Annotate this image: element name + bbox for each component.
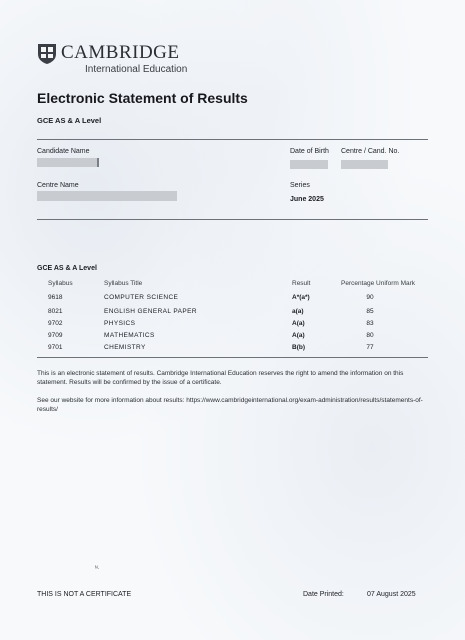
series-value: June 2025 xyxy=(290,196,324,203)
percentage-uniform-mark: 85 xyxy=(366,308,374,315)
divider xyxy=(37,219,428,220)
website-info: See our website for more information about results: https://www.cambridgeinternational.org/exam-administration/results/statements-of-results/ xyxy=(37,397,423,413)
document-title: Electronic Statement of Results xyxy=(37,90,248,106)
table-row xyxy=(0,344,465,356)
table-row xyxy=(0,308,465,320)
dob-label: Date of Birth xyxy=(290,148,329,155)
syllabus-code: 9701 xyxy=(48,344,63,351)
date-printed-value: 07 August 2025 xyxy=(367,591,416,598)
result-grade: A*(a*) xyxy=(292,294,310,301)
redaction-edge xyxy=(97,158,99,167)
result-grade: A(a) xyxy=(292,320,305,327)
not-certificate-notice: THIS IS NOT A CERTIFICATE xyxy=(37,591,132,598)
centre-cand-label: Centre / Cand. No. xyxy=(341,148,400,155)
col-pum: Percentage Uniform Mark xyxy=(341,280,416,287)
percentage-uniform-mark: 90 xyxy=(366,294,374,301)
series-label: Series xyxy=(290,182,310,189)
logo-wordmark: CAMBRIDGE xyxy=(61,42,180,63)
table-row xyxy=(0,332,465,344)
percentage-uniform-mark: 83 xyxy=(366,320,374,327)
divider xyxy=(37,357,428,358)
result-grade: A(a) xyxy=(292,332,305,339)
date-printed-label: Date Printed: xyxy=(303,591,344,598)
percentage-uniform-mark: 77 xyxy=(366,344,374,351)
table-row xyxy=(0,320,465,332)
result-grade: a(a) xyxy=(292,308,304,315)
col-syllabus-title: Syllabus Title xyxy=(104,280,143,287)
result-grade: B(b) xyxy=(292,344,305,351)
syllabus-code: 9618 xyxy=(48,294,63,301)
col-result: Result xyxy=(292,280,311,287)
divider xyxy=(37,139,428,140)
logo-subtitle: International Education xyxy=(85,64,188,75)
centre-name-label: Centre Name xyxy=(37,182,79,189)
percentage-uniform-mark: 80 xyxy=(366,332,374,339)
qualification-level: GCE AS & A Level xyxy=(37,116,102,125)
syllabus-title: ENGLISH GENERAL PAPER xyxy=(104,308,197,315)
results-table-heading: GCE AS & A Level xyxy=(37,265,97,272)
centre-name-redacted xyxy=(37,191,177,201)
cambridge-crest-icon xyxy=(37,43,57,65)
syllabus-title: COMPUTER SCIENCE xyxy=(104,294,179,301)
cambridge-logo xyxy=(37,43,187,75)
syllabus-code: 9709 xyxy=(48,332,63,339)
table-row xyxy=(0,294,465,306)
centre-cand-redacted xyxy=(341,160,388,169)
candidate-name-label: Candidate Name xyxy=(37,148,90,155)
syllabus-title: PHYSICS xyxy=(104,320,136,327)
syllabus-title: MATHEMATICS xyxy=(104,332,155,339)
candidate-name-redacted xyxy=(37,158,99,167)
syllabus-code: 9702 xyxy=(48,320,63,327)
syllabus-code: 8021 xyxy=(48,308,63,315)
statement-notice: This is an electronic statement of results. Cambridge International Education reserves the right to amend the information on this statement. Results will be confirmed by the issue of a certificate. xyxy=(37,370,404,386)
syllabus-title: CHEMISTRY xyxy=(104,344,146,351)
scan-mark: ᴺ· xyxy=(95,566,100,572)
col-syllabus: Syllabus xyxy=(48,280,73,287)
dob-redacted xyxy=(290,160,328,169)
